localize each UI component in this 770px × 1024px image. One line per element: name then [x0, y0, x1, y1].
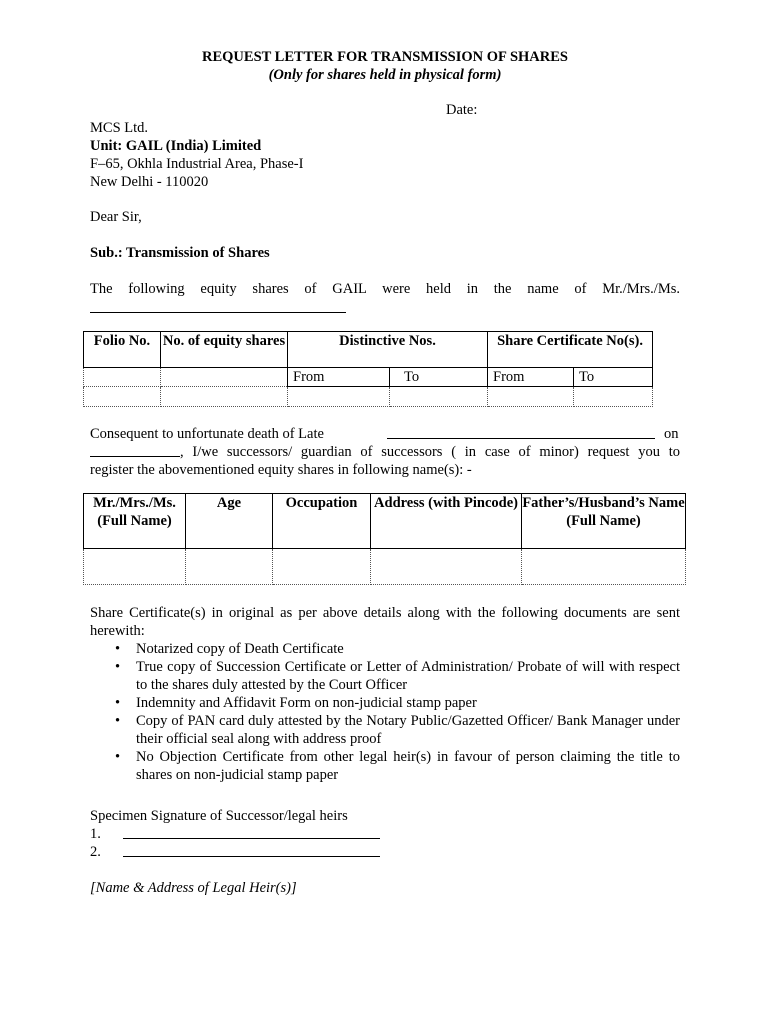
document-title: REQUEST LETTER FOR TRANSMISSION OF SHARES	[202, 49, 568, 65]
successor-name-header: Mr./Mrs./Ms. (Full Name)	[84, 494, 186, 549]
distinctive-from-cell[interactable]	[288, 387, 390, 407]
consequent-line-2: , I/we successors/ guardian of successors ( in case of minor) request you to	[180, 444, 680, 460]
successor-address-header: Address (with Pincode)	[371, 494, 522, 549]
documents-intro: Share Certificate(s) in original as per above details along with the following documents are sent herewith:	[90, 605, 680, 639]
successor-table	[83, 493, 686, 585]
distinctive-to-label: To	[390, 368, 488, 387]
document-item: • Copy of PAN card duly attested by the Notary Public/Gazetted Officer/ Bank Manager under their official seal along with address proof	[136, 712, 680, 748]
distinctive-from-label: From	[288, 368, 390, 387]
address-line-4: New Delhi - 110020	[90, 174, 209, 190]
successor-age-header: Age	[186, 494, 273, 549]
footer-note: [Name & Address of Legal Heir(s)]	[90, 880, 297, 896]
signature-heading: Specimen Signature of Successor/legal heirs	[90, 808, 348, 824]
consequent-on: on	[664, 426, 679, 442]
document-item: • No Objection Certificate from other legal heir(s) in favour of person claiming the title to shares on non-judicial stamp paper	[136, 748, 680, 784]
successor-age-cell[interactable]	[186, 549, 273, 585]
successor-occupation-header: Occupation	[273, 494, 371, 549]
certificate-from-cell[interactable]	[488, 387, 574, 407]
subject-line: Sub.: Transmission of Shares	[90, 245, 270, 261]
signature-line-2[interactable]	[123, 843, 380, 857]
equity-cell[interactable]	[161, 368, 288, 387]
certificate-to-label: To	[574, 368, 653, 387]
equity-header: No. of equity shares	[161, 332, 288, 368]
document-item: • True copy of Succession Certificate or Letter of Administration/ Probate of will with respect to the shares duly attested by the Court Officer	[136, 658, 680, 694]
successor-occupation-cell[interactable]	[273, 549, 371, 585]
certificate-to-cell[interactable]	[574, 387, 653, 407]
successor-address-cell[interactable]	[371, 549, 522, 585]
address-line-3: F–65, Okhla Industrial Area, Phase-I	[90, 156, 304, 172]
documents-list	[90, 640, 680, 784]
equity-value-cell[interactable]	[161, 387, 288, 407]
date-label: Date:	[446, 102, 478, 118]
consequent-line-3: register the abovementioned equity shares in following name(s): -	[90, 462, 472, 478]
folio-header: Folio No.	[84, 332, 161, 368]
folio-value-cell[interactable]	[84, 387, 161, 407]
share-details-table	[83, 331, 653, 407]
document-subtitle: (Only for shares held in physical form)	[268, 67, 502, 83]
distinctive-to-cell[interactable]	[390, 387, 488, 407]
late-name-blank[interactable]	[387, 425, 655, 439]
salutation: Dear Sir,	[90, 209, 142, 225]
document-item: • Notarized copy of Death Certificate	[136, 640, 680, 658]
address-line-2: Unit: GAIL (India) Limited	[90, 138, 262, 154]
successor-father-header: Father’s/Husband’s Name (Full Name)	[522, 494, 686, 549]
consequent-start: Consequent to unfortunate death of Late	[90, 426, 324, 442]
folio-cell[interactable]	[84, 368, 161, 387]
intro-sentence: The following equity shares of GAIL were held in the name of Mr./Mrs./Ms.	[90, 281, 680, 297]
certificate-header: Share Certificate No(s).	[488, 332, 653, 368]
signature-line-1[interactable]	[123, 825, 380, 839]
address-line-1: MCS Ltd.	[90, 120, 149, 136]
signature-number-2: 2.	[90, 844, 101, 860]
successor-father-cell[interactable]	[522, 549, 686, 585]
death-date-blank[interactable]	[90, 443, 180, 457]
certificate-from-label: From	[488, 368, 574, 387]
signature-number-1: 1.	[90, 826, 101, 842]
document-item: • Indemnity and Affidavit Form on non-judicial stamp paper	[136, 694, 680, 712]
successor-name-cell[interactable]	[84, 549, 186, 585]
distinctive-header: Distinctive Nos.	[288, 332, 488, 368]
deceased-name-blank[interactable]	[90, 300, 346, 313]
